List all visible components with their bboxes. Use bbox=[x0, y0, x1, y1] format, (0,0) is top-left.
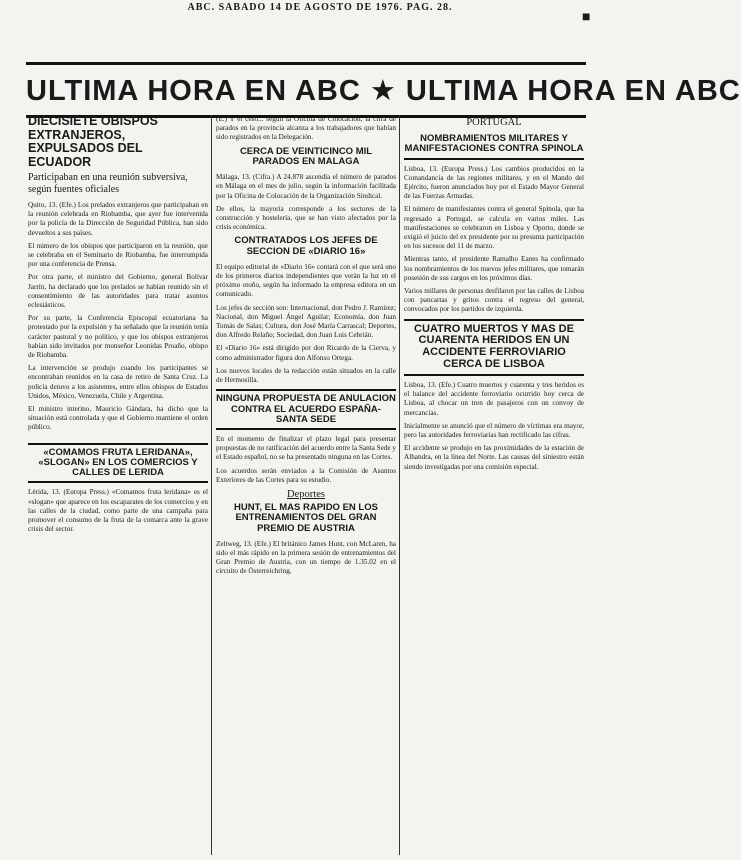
paragraph: Los jefes de sección son: Internacional, don Pedro J. Ramírez; Nacional, don Miguel Ángel Aguilar; Economía, don Juan Tomás de Salas; Cultura, don José María Carrascal; Deportes, don Alfredo Relaño; Sociedad, don Juan Luis Cebrián. bbox=[216, 303, 396, 340]
paragraph: El accidente se produjo en las proximidades de la estación de Alhandra, en la línea del Norte. Las causas del siniestro están siendo investigadas por una comisión especial. bbox=[404, 444, 584, 471]
headline-box bbox=[404, 319, 584, 377]
paragraph: Varios millares de personas desfilaron por las calles de Lisboa con pancartas y gritos contra el regreso del general, convocados por los partidos de izquierda. bbox=[404, 286, 584, 314]
headline-santa-sede: NINGUNA PROPUESTA DE ANULACION CONTRA EL ACUERDO ESPAÑA-SANTA SEDE bbox=[216, 393, 396, 425]
headline-box bbox=[28, 443, 208, 484]
headline-obispos: DIECISIETE OBISPOS EXTRANJEROS, EXPULSADOS DEL ECUADOR bbox=[28, 114, 158, 169]
paragraph: Lérida, 13. (Europa Press.) «Comamos fruta leridana» es el «slogan» que aparece en los escaparates de los comercios y en las calles de la ciudad, como parte de una campaña para promover el consumo de la fruta de la comarca ante la grave crisis del sector. bbox=[28, 488, 208, 534]
paragraph: Por otra parte, el ministro del Gobierno, general Bolívar Jarrín, ha declarado que los prelados se habían reunido sin el consentimiento de las autoridades para tratar asuntos eclesiásticos. bbox=[28, 273, 208, 310]
masthead-band bbox=[26, 62, 741, 118]
paragraph: El ministro interino, Mauricio Gándara, ha dicho que la situación está controlada y que el Gobierno mantiene el orden público. bbox=[28, 405, 208, 432]
running-head: ABC. SABADO 14 DE AGOSTO DE 1976. PAG. 28. bbox=[187, 2, 453, 13]
column-rule bbox=[399, 115, 400, 855]
paragraph: Los acuerdos serán enviados a la Comisión de Asuntos Exteriores de las Cortes para su estudio. bbox=[216, 466, 396, 484]
paragraph: El equipo editorial de «Diario 16» contará con el que será uno de los primeros diarios independientes que verán la luz en el próximo otoño, según ha informado la empresa editora en un comunicado. bbox=[216, 262, 396, 299]
headline-fruta: «COMAMOS FRUTA LERIDANA», «SLOGAN» EN LOS COMERCIOS Y CALLES DE LERIDA bbox=[38, 446, 198, 479]
column-3 bbox=[404, 115, 584, 476]
subhead-obispos: Participaban en una reunión subversiva, según fuentes oficiales bbox=[28, 172, 188, 195]
headline-box bbox=[216, 389, 396, 430]
section-label-portugal: PORTUGAL bbox=[466, 117, 522, 128]
column-rule bbox=[211, 115, 212, 855]
paragraph: El número de los obispos que participaron en la reunión, que se celebraba en el Seminario de Riobamba, fue interrumpida por una conferencia de Prensa. bbox=[28, 241, 208, 269]
paragraph: Lisboa, 13. (Europa Press.) Los cambios producidos en la Comandancia de las regiones militares, y en el Mando del Ejército, fueron anunciados hoy por el Estado Mayor General de las Fuerzas Armadas. bbox=[404, 164, 584, 201]
paragraph: Mientras tanto, el presidente Ramalho Eanes ha confirmado los nombramientos de los nuevos jefes militares, que tomarán posesión de sus cargos en los próximos días. bbox=[404, 255, 584, 282]
paragraph: Los nuevos locales de la redacción están situados en la calle de Hermosilla. bbox=[216, 366, 396, 385]
paragraph: Málaga, 13. (Cifra.) A 24.878 ascendía el número de parados en Málaga en el mes de julio, según la información facilitada por la Oficina de Colocación de la Organización Sindical. bbox=[216, 173, 396, 200]
headline-diario16: CONTRATADOS LOS JEFES DE SECCION DE «DIARIO 16» bbox=[234, 235, 378, 257]
headline-box bbox=[404, 131, 584, 160]
paragraph: Inicialmente se anunció que el número de víctimas era mayor, pero las autoridades ferroviarias han rectificado las cifras. bbox=[404, 421, 584, 440]
masthead: ULTIMA HORA EN ABC ★ ULTIMA HORA EN ABC bbox=[26, 75, 741, 107]
paragraph: La intervención se produjo cuando los participantes se encontraban reunidos en la casa de retiro de Santa Cruz. La policía detuvo a los asistentes, entre ellos obispos de Estados Unidos, México, Venezuela, Chile y Argentina. bbox=[28, 364, 208, 400]
paragraph: El «Diario 16» está dirigido por don Ricardo de la Cierva, y como administrador figura don Alfonso Ortega. bbox=[216, 344, 396, 362]
paragraph: Lisboa, 13. (Efe.) Cuatro muertos y cuarenta y tres heridos es el balance del accidente ferroviario ocurrido hoy cerca de Lisboa, al chocar un tren de pasajeros con un convoy de mercancías. bbox=[404, 381, 584, 417]
headline-parados: CERCA DE VEINTICINCO MIL PARADOS EN MALAGA bbox=[239, 145, 373, 167]
column-2 bbox=[216, 115, 396, 581]
section-label-deportes: Deportes bbox=[287, 489, 325, 501]
paragraph: En el momento de finalizar el plazo legal para presentar propuestas de no ratificación del acuerdo entre la Santa Sede y el Estado español, no se ha presentado ninguna en las Cortes. bbox=[216, 435, 397, 462]
paragraph: (E.) Y el ceso... según la Oficina de Colocación, la cifra de parados en la provincia alcanza a los trabajadores que habían sido registrados en la Delegación. bbox=[216, 115, 396, 142]
paragraph: Zeltweg, 13. (Efe.) El británico James Hunt, con McLaren, ha sido el más rápido en la primera sesión de entrenamientos del Gran Premio de Austria, con un tiempo de 1.35.02 en el circuito de Österreichring. bbox=[216, 539, 396, 576]
headline-hunt: HUNT, EL MAS RAPIDO EN LOS ENTRENAMIENTOS DEL GRAN PREMIO DE AUSTRIA bbox=[234, 502, 378, 534]
paragraph: Por su parte, la Conferencia Episcopal ecuatoriana ha protestado por la expulsión y ha señalado que la reunión tenía carácter pastoral y no político, y que los obispos extranjeros habían sido invitados por monseñor Leonidas Proaño, obispo de Riobamba. bbox=[28, 314, 208, 360]
column-1 bbox=[28, 115, 208, 538]
paragraph: El número de manifestantes contra el general Spínola, que ha regresado a Portugal, se calcula en varios miles. Las manifestaciones se celebraron en Lisboa y Oporto, donde se exigió el juicio del ex presidente por su presunta participación en los sucesos del 11 de marzo. bbox=[404, 205, 584, 251]
headline-accidente: CUATRO MUERTOS Y MAS DE CUARENTA HERIDOS EN UN ACCIDENTE FERROVIARIO CERCA DE LISBOA bbox=[414, 322, 574, 371]
paragraph: Quito, 13. (Efe.) Los prelados extranjeros que participaban en la reunión celebrada en Riobamba, que ayer fue intervenida por la policía de la Dirección de Seguridad Pública, han sido devueltos a sus países. bbox=[28, 201, 208, 237]
corner-mark: ■ bbox=[582, 10, 591, 25]
headline-nombramientos: NOMBRAMIENTOS MILITARES Y MANIFESTACIONES CONTRA SPINOLA bbox=[404, 133, 584, 155]
paragraph: De ellos, la mayoría corresponde a los sectores de la construcción y hostelería, que se han visto afectados por la crisis económica. bbox=[216, 204, 396, 232]
